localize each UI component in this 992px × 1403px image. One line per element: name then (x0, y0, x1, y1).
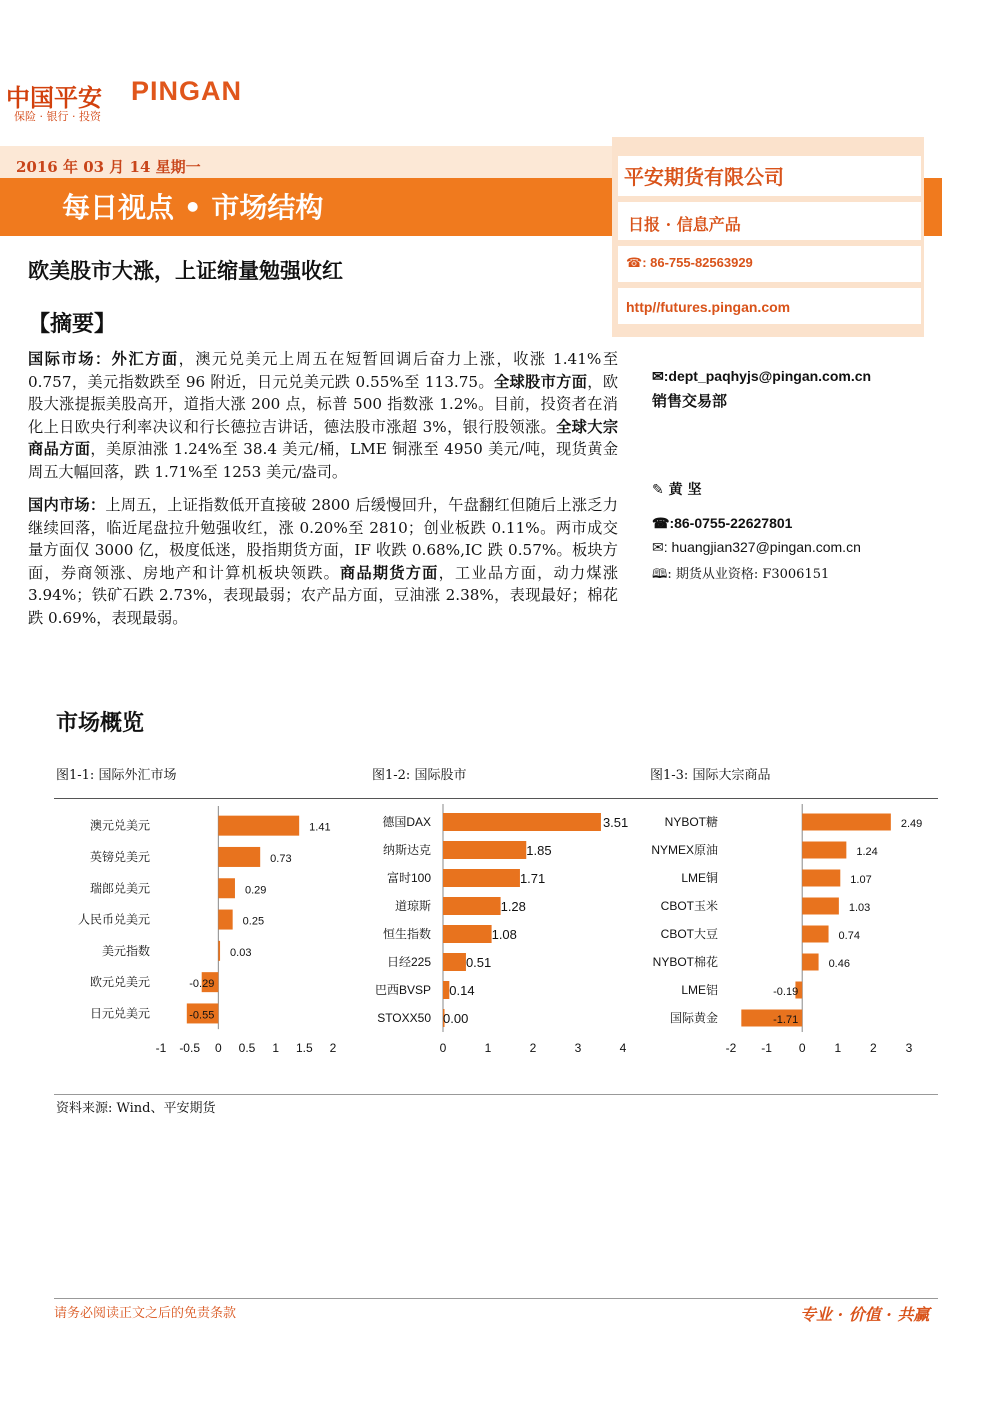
chart3-tick-label: 2 (870, 1041, 877, 1055)
chart2-category-label: 道琼斯 (394, 899, 431, 913)
dept-email[interactable]: ✉:dept_paqhyjs@pingan.com.cn (652, 368, 872, 384)
chart2-bar (443, 869, 520, 887)
chart2-value-label: 0.00 (443, 1011, 469, 1026)
chart1-value-label: 0.25 (242, 915, 265, 928)
chart1-bar (218, 941, 220, 961)
analyst-certificate: 🕮: 期货从业资格: F3006151 (652, 567, 830, 582)
chart3-value-label: 1.07 (850, 874, 872, 886)
chart2-bar (443, 953, 466, 971)
department-name: 销售交易部 (652, 392, 728, 410)
banner-title: 每日视点 • 市场结构 (62, 191, 324, 224)
chart1-value-label: -0.55 (189, 1009, 215, 1022)
company-website-link[interactable]: http//futures.pingan.com (626, 299, 791, 315)
data-source: 资料来源: Wind、平安期货 (56, 1101, 216, 1116)
figure-3-title: 图1-3: 国际大宗商品 (650, 768, 771, 783)
chart2-bar (443, 897, 501, 915)
dom-futures-text: ，工业品方面，动力煤涨 3.94%；铁矿石跌 2.73%，表现最弱；农产品方面，豆油涨 2.38%，表现最好；棉花跌 0.69%，表现最弱。 (28, 563, 619, 627)
chart2-tick-label: 1 (484, 1041, 492, 1055)
chart-top-rule (54, 798, 938, 799)
chart2-bar (443, 813, 601, 831)
chart3-bar (802, 954, 818, 971)
chart3-tick-label: -1 (761, 1041, 772, 1055)
chart3-value-label: 0.46 (828, 958, 850, 970)
paragraph-domestic (28, 494, 618, 630)
dom-market-text: 上周五，上证指数低开直接破 2800 后缓慢回升，午盘翻红但随后上涨乏力继续回落，临近尾盘拉升勉强收红，涨 0.20%至 2810；创业板跌 0.11%。两市成交量方面仅 3000 亿，极度低迷，股指期货方面，IF 收跌 0.68%,IC 跌 0.57%。板块方面，券商领涨、房地产和计算机板块领跌。 (28, 496, 618, 582)
chart2-bar (443, 841, 526, 859)
chart1-value-label: 1.41 (309, 821, 331, 834)
company-name: 平安期货有限公司 (624, 165, 784, 189)
intl-stock-title: 全球股市方面 (493, 372, 588, 391)
chart3-category-label: 国际黄金 (669, 1011, 718, 1025)
chart2-category-label: 恒生指数 (382, 927, 431, 941)
market-overview-heading: 市场概览 (56, 711, 145, 736)
intl-commodity-text: ，美原油涨 1.24%至 38.4 美元/桶，LME 铜涨至 4950 美元/吨，现货黄金周五大幅回落，跌 1.71%至 1253 美元/盎司。 (28, 440, 619, 481)
figure-2-title: 图1-2: 国际股市 (372, 768, 467, 783)
dom-futures-title: 商品期货方面 (340, 563, 439, 582)
chart1-tick-label: 0 (214, 1041, 222, 1055)
chart1-bar (218, 910, 232, 930)
chart3-bar (802, 898, 839, 915)
summary-heading: 【摘要】 (28, 312, 117, 337)
chart3-category-label: LME铜 (681, 871, 718, 885)
footer-slogan: 专业 · 价值 · 共赢 (800, 1305, 930, 1324)
chart1-tick-label: -0.5 (179, 1041, 201, 1055)
chart2-category-label: 巴西BVSP (374, 983, 431, 997)
chart3-bar (802, 814, 891, 831)
chart2-value-label: 1.28 (500, 899, 526, 914)
analyst-name: ✎ 黄 坚 (652, 482, 702, 498)
chart1-tick-label: 1 (272, 1041, 280, 1055)
footer-disclaimer[interactable]: 请务必阅读正文之后的免责条款 (54, 1306, 237, 1321)
chart2-value-label: 0.51 (465, 955, 492, 970)
chart1-value-label: 0.03 (230, 946, 252, 959)
chart2-category-label: 日经225 (386, 955, 431, 969)
figure-1-title: 图1-1: 国际外汇市场 (56, 768, 177, 783)
chart3-category-label: CBOT大豆 (660, 927, 718, 941)
logo-english: PINGAN (131, 76, 243, 106)
chart3-bar (802, 926, 828, 943)
chart1-category-label: 欧元兑美元 (89, 975, 150, 990)
intl-lead: 国际市场： (28, 350, 112, 368)
chart3-bar (802, 870, 840, 887)
chart2-category-label: 纳斯达克 (382, 843, 431, 857)
intl-commodity-title: 全球大宗商品方面 (28, 417, 619, 459)
chart3-value-label: 1.24 (856, 846, 878, 858)
chart1-category-label: 日元兑美元 (89, 1006, 150, 1021)
chart3-value-label: -0.19 (773, 986, 799, 998)
intl-stock-text: ，欧股大涨提振美股高开，道指大涨 200 点，标普 500 指数涨 1.2%。目前，投资者在消化上日欧央行利率决议和行长德拉吉讲话，德法股市涨超 3%，银行股领涨。 (28, 372, 619, 436)
chart1-bar (218, 816, 299, 836)
report-type: 日报 · 信息产品 (628, 215, 741, 234)
intl-fx-title: 外汇方面 (111, 350, 179, 368)
chart1-bar (218, 847, 260, 867)
chart1-category-label: 瑞郎兑美元 (89, 881, 150, 896)
chart2-tick-label: 4 (619, 1041, 627, 1055)
chart1-category-label: 澳元兑美元 (89, 818, 150, 833)
dom-lead: 国内市场： (28, 496, 106, 514)
footer-rule (54, 1298, 938, 1299)
chart3-tick-label: 0 (798, 1041, 806, 1055)
chart2-category-label: 德国DAX (382, 815, 431, 829)
chart3-tick-label: -2 (725, 1041, 737, 1055)
chart3-tick-label: 1 (834, 1041, 842, 1055)
chart2-value-label: 1.85 (526, 843, 552, 858)
report-date: 2016 年 03 月 14 星期一 (16, 158, 201, 176)
chart1-tick-label: 2 (329, 1041, 337, 1055)
logo-tagline: 保险 · 银行 · 投资 (14, 110, 101, 123)
chart1-bar (218, 878, 235, 898)
chart3-bar (802, 842, 846, 859)
chart2-category-label: STOXX50 (377, 1011, 431, 1025)
analyst-email[interactable]: ✉: huangjian327@pingan.com.cn (652, 539, 861, 555)
analyst-phone: ☎:86-0755-22627801 (652, 515, 793, 531)
paragraph-international (28, 348, 618, 484)
chart2-category-label: 富时100 (386, 871, 431, 885)
chart2-value-label: 1.08 (491, 927, 517, 942)
chart1-tick-label: 0.5 (238, 1041, 256, 1055)
chart1-category-label: 人民币兑美元 (77, 912, 150, 927)
chart3-category-label: CBOT玉米 (660, 899, 718, 913)
chart-bottom-rule (54, 1094, 938, 1095)
intl-fx-text: ，澳元兑美元上周五在短暂回调后奋力上涨，收涨 1.41%至 0.757，美元指数跌至 96 附近，日元兑美元跌 0.55%至 113.75。 (28, 350, 619, 391)
headline: 欧美股市大涨，上证缩量勉强收红 (28, 259, 343, 283)
chart2-bar (443, 925, 492, 943)
logo-chinese: 中国平安 (6, 84, 102, 112)
chart2-tick-label: 0 (439, 1041, 447, 1055)
chart-fx (0, 800, 992, 1090)
chart3-category-label: LME铝 (681, 983, 718, 997)
chart2-value-label: 3.51 (602, 815, 629, 830)
chart3-category-label: NYMEX原油 (651, 843, 718, 857)
chart2-value-label: 1.71 (519, 871, 546, 886)
chart1-value-label: 0.73 (270, 852, 292, 865)
chart1-tick-label: -1 (155, 1041, 167, 1055)
chart3-tick-label: 3 (905, 1041, 913, 1055)
chart1-value-label: 0.29 (244, 884, 267, 897)
chart2-tick-label: 2 (529, 1041, 537, 1055)
chart3-category-label: NYBOT糖 (664, 815, 718, 829)
chart1-value-label: -0.29 (189, 978, 215, 991)
chart2-value-label: 0.14 (449, 983, 475, 998)
chart3-value-label: -1.71 (773, 1014, 799, 1026)
chart1-category-label: 英镑兑美元 (89, 849, 150, 864)
chart3-value-label: 0.74 (838, 930, 860, 942)
chart1-category-label: 美元指数 (101, 943, 150, 958)
chart2-tick-label: 3 (574, 1041, 582, 1055)
chart3-value-label: 2.49 (900, 818, 923, 830)
chart3-value-label: 1.03 (848, 902, 871, 914)
chart3-category-label: NYBOT棉花 (652, 955, 718, 969)
company-phone: ☎: 86-755-82563929 (626, 255, 753, 270)
chart1-tick-label: 1.5 (295, 1041, 313, 1055)
